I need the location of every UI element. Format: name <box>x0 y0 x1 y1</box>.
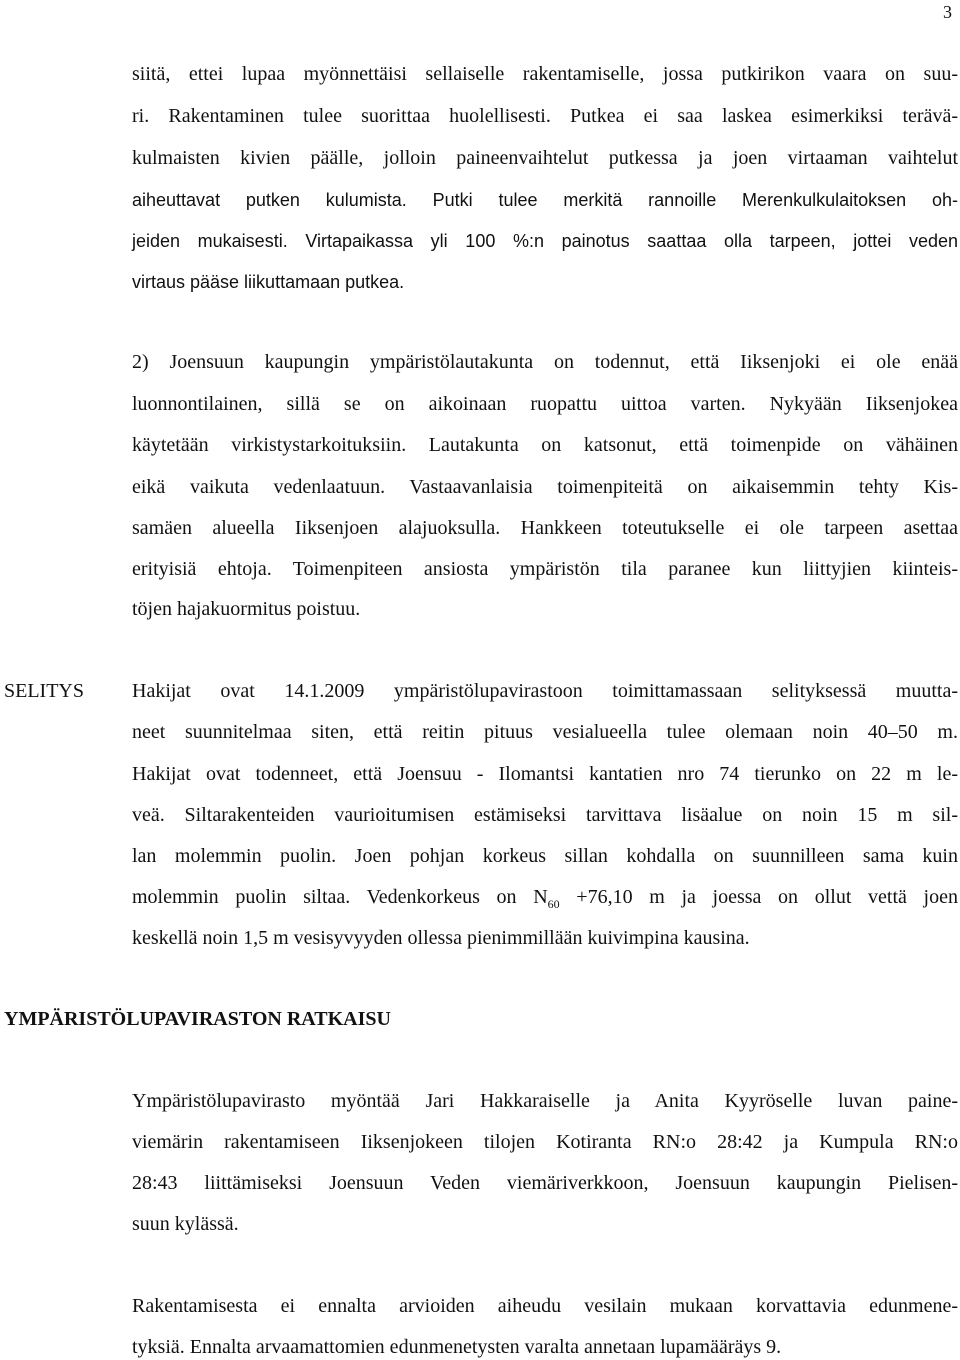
text-line: ri. Rakentaminen tulee suorittaa huolellisesti. Putkea ei saa laskea esimerkiksi terävä- <box>132 105 958 127</box>
text-line: Hakijat ovat todenneet, että Joensuu - Ilomantsi kantatien nro 74 tierunko on 22 m le- <box>132 763 958 785</box>
text-line: veä. Siltarakenteiden vaurioitumisen estämiseksi tarvittava lisäalue on noin 15 m sil- <box>132 804 958 826</box>
subscript: 60 <box>547 897 560 911</box>
text-line: käytetään virkistystarkoituksiin. Lautakunta on katsonut, että toimenpide on vähäinen <box>132 434 958 456</box>
section-heading: YMPÄRISTÖLUPAVIRASTON RATKAISU <box>4 1008 391 1030</box>
text-segment: +76,10 m ja joessa on ollut vettä joen <box>559 886 958 908</box>
text-line: Hakijat ovat 14.1.2009 ympäristölupavirastoon toimittamassaan selityksessä muutta- <box>132 680 958 702</box>
text-line: virtaus pääse liikuttamaan putkea. <box>132 272 405 292</box>
text-line: töjen hajakuormitus poistuu. <box>132 598 361 620</box>
page-number: 3 <box>943 2 952 22</box>
text-line: lan molemmin puolin. Joen pohjan korkeus sillan kohdalla on suunnilleen sama kuin <box>132 845 958 867</box>
text-line: Ympäristölupavirasto myöntää Jari Hakkaraiselle ja Anita Kyyröselle luvan paine- <box>132 1090 958 1112</box>
text-segment: molemmin puolin siltaa. Vedenkorkeus on N <box>132 886 548 908</box>
text-line: Rakentamisesta ei ennalta arvioiden aiheudu vesilain mukaan korvattavia edunmene- <box>132 1295 958 1317</box>
text-line: kulmaisten kivien päälle, jolloin paineenvaihtelut putkessa ja joen virtaaman vaihtelut <box>132 147 958 169</box>
text-line: aiheuttavat putken kulumista. Putki tulee merkitä rannoille Merenkulkulaitoksen oh- <box>132 190 958 210</box>
text-line: 28:43 liittämiseksi Joensuun Veden viemäriverkkoon, Joensuun kaupungin Pielisen- <box>132 1172 958 1194</box>
text-line: luonnontilainen, sillä se on aikoinaan ruopattu uittoa varten. Nykyään Iiksenjokea <box>132 393 958 415</box>
text-line: neet suunnitelmaa siten, että reitin pituus vesialueella tulee olemaan noin 40–50 m. <box>132 721 958 743</box>
text-line: samäen alueella Iiksenjoen alajuoksulla. Hankkeen toteutukselle ei ole tarpeen asettaa <box>132 517 958 539</box>
text-line: viemärin rakentamiseen Iiksenjokeen tilojen Kotiranta RN:o 28:42 ja Kumpula RN:o <box>132 1131 958 1153</box>
text-line: suun kylässä. <box>132 1213 239 1235</box>
text-line: eikä vaikuta vedenlaatuun. Vastaavanlaisia toimenpiteitä on aikaisemmin tehty Kis- <box>132 476 958 498</box>
text-line: jeiden mukaisesti. Virtapaikassa yli 100 %:n painotus saattaa olla tarpeen, jottei veden <box>132 231 958 251</box>
text-line: keskellä noin 1,5 m vesisyvyyden ollessa pienimmillään kuivimpina kausina. <box>132 927 750 949</box>
text-line: 2) Joensuun kaupungin ympäristölautakunta on todennut, että Iiksenjoki ei ole enää <box>132 351 958 373</box>
text-line: siitä, ettei lupaa myönnettäisi sellaiselle rakentamiselle, jossa putkirikon vaara on suu- <box>132 63 958 85</box>
selitys-label: SELITYS <box>4 680 84 702</box>
text-line-with-subscript <box>132 885 958 911</box>
text-line: erityisiä ehtoja. Toimenpiteen ansiosta ympäristön tila paranee kun liittyjien kiinteis- <box>132 558 958 580</box>
text-line: tyksiä. Ennalta arvaamattomien edunmenetysten varalta annetaan lupamääräys 9. <box>132 1336 782 1358</box>
